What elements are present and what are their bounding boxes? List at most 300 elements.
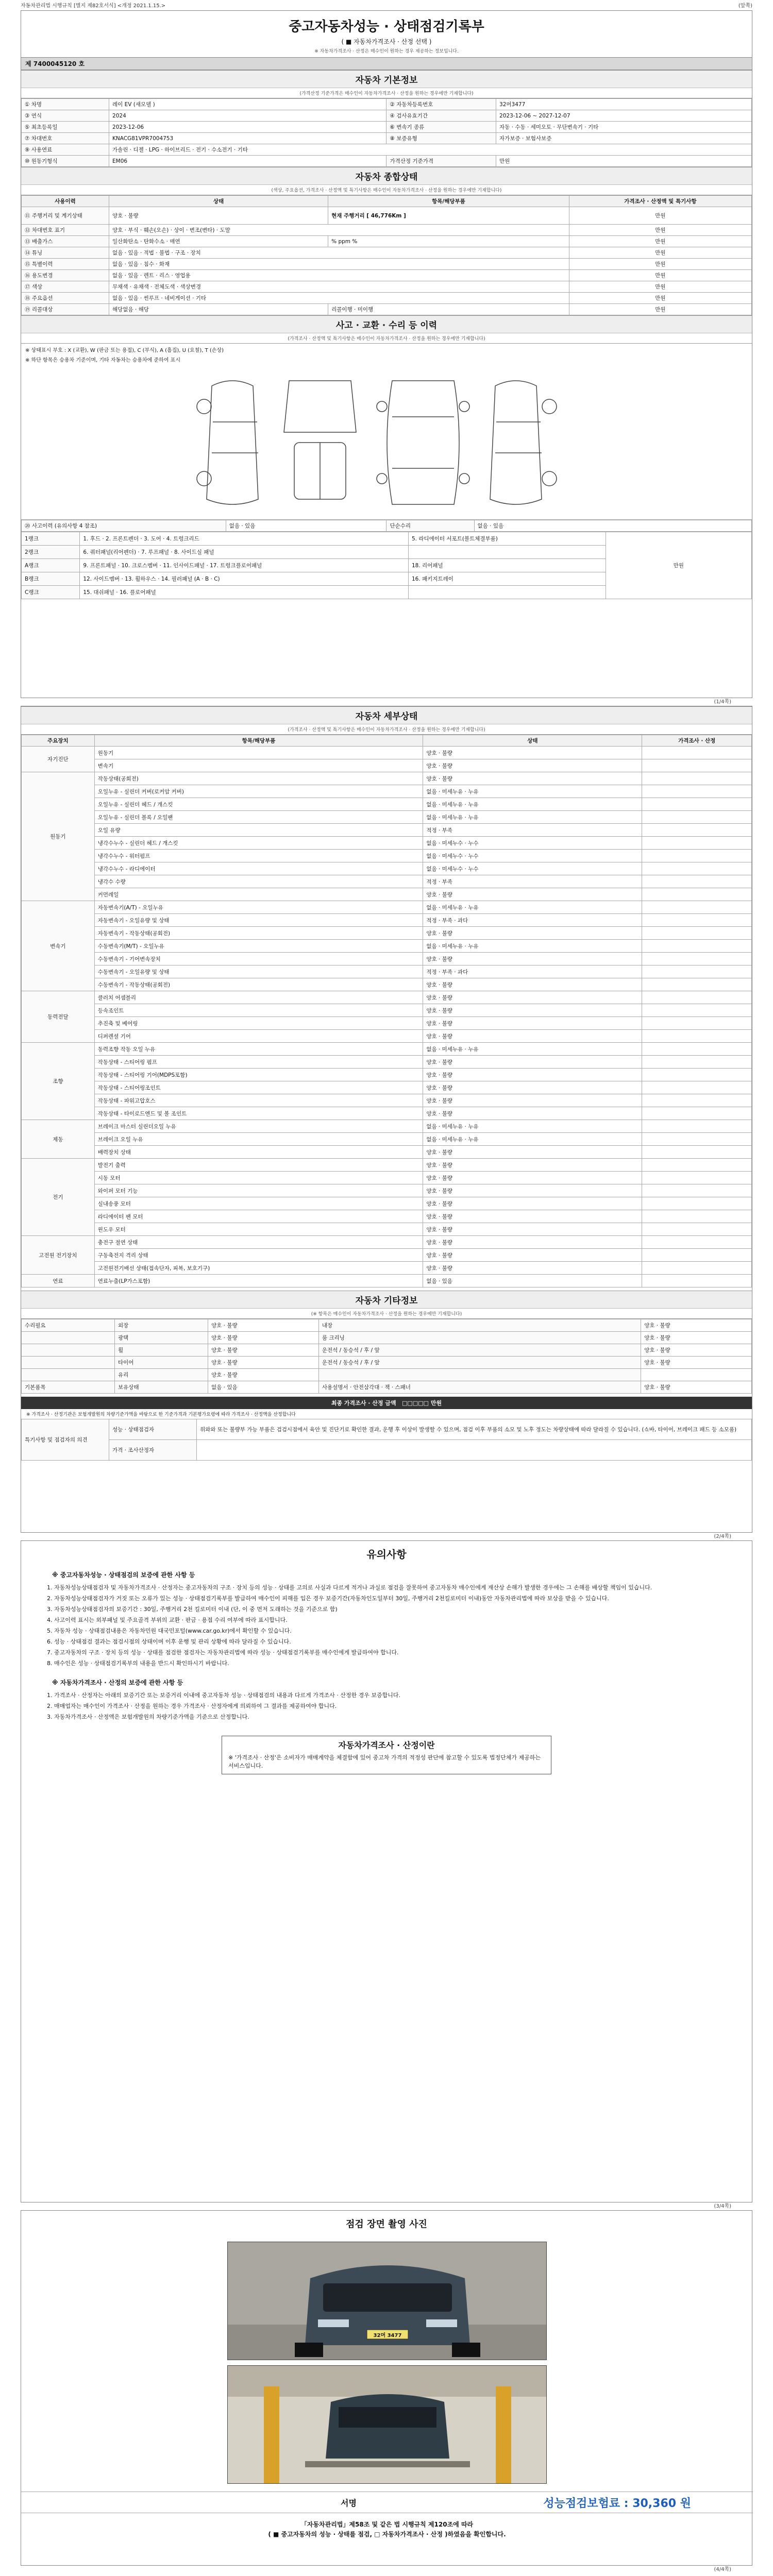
status-cell: 양호 · 불량 <box>423 759 642 772</box>
price-cell <box>642 914 752 927</box>
status-cell: 양호 · 불량 <box>423 1069 642 1081</box>
notice-section-2-heading: ※ 자동차가격조사 · 산정의 보증에 관한 사항 등 <box>52 1679 183 1686</box>
status-cell: 양호 · 불량 <box>423 953 642 965</box>
status-cell: 적정 · 부족 <box>423 824 642 837</box>
price-cell <box>642 1172 752 1184</box>
cell: 없음 · 있음 <box>226 520 386 532</box>
cell: 운전석 / 동승석 / 후 / 앞 <box>318 1344 641 1357</box>
cell: 만원 <box>569 281 751 293</box>
cell <box>197 1440 752 1461</box>
detail-row <box>22 837 752 850</box>
cell: 없음 · 있음 <box>474 520 751 532</box>
basic-info-heading: 자동차 기본정보 <box>21 70 752 88</box>
cell: ⑰ 색상 <box>22 281 109 293</box>
item-cell: 수동변속기 - 오일유량 및 상태 <box>94 965 423 978</box>
cell: 만원 <box>569 207 751 225</box>
detail-row <box>22 901 752 914</box>
price-cell <box>642 1159 752 1172</box>
cell: ⑱ 주요옵션 <box>22 293 109 304</box>
status-cell: 양호 · 불량 <box>423 1210 642 1223</box>
detail-row <box>22 862 752 875</box>
cell: 가격 · 조사산정자 <box>109 1440 197 1461</box>
detail-row <box>22 888 752 901</box>
overall-status-heading: 자동차 종합상태 <box>21 167 752 185</box>
final-price-value: □□□□□ 만원 <box>402 1400 442 1406</box>
page-subnote: ※ 자동차가격조사 · 산정은 매수인이 원하는 경우 제공하는 정보입니다. <box>314 49 459 54</box>
detail-row <box>22 965 752 978</box>
cell: 없음 · 있음 <box>208 1381 319 1394</box>
detail-row <box>22 747 752 759</box>
item-cell: 오일 유량 <box>94 824 423 837</box>
detail-row <box>22 1107 752 1120</box>
insurance-fee: 성능점검보험료 : 30,360 원 <box>543 2497 691 2510</box>
col-header: 상태 <box>423 735 642 747</box>
cell: 위와와 또는 불량부 가능 부품은 검검시점에서 육안 및 진단기로 확인한 결과, 운행 후 이상이 발생할 수 있으며, 점검 이후 부품의 소모 및 노후 정도는 차량상태에 따라 달라질 수 있습니다. (쇼바, 타이어, 브레이크 패드 등 소모품) <box>197 1419 752 1440</box>
cell: 12. 사이드멤버 · 13. 휠하우스 · 14. 필러패널 (A · B · C) <box>80 572 409 586</box>
detail-row <box>22 940 752 953</box>
photo-lift-wrap <box>21 2365 753 2484</box>
cell: 없음 · 있음 · 침수 · 화재 <box>109 259 569 270</box>
cell: 사용설명서 · 안전삼각대 · 잭 · 스패너 <box>318 1381 641 1394</box>
notice-item: 3. 자동차가격조사 · 산정액은 보험개발원의 차량기준가액을 기준으로 산정합니다. <box>47 1713 249 1720</box>
status-cell: 양호 · 불량 <box>423 1197 642 1210</box>
status-cell: 없음 · 미세누유 · 누유 <box>423 940 642 953</box>
item-cell: 수동변속기 - 작동상태(공회전) <box>94 978 423 991</box>
status-cell: 양호 · 불량 <box>423 772 642 785</box>
detail-row <box>22 1223 752 1236</box>
price-cell <box>642 1133 752 1146</box>
detail-row <box>22 1030 752 1043</box>
cell: 리콜이행 · 미이행 <box>328 304 569 315</box>
item-cell: 연료누출(LP가스포함) <box>94 1275 423 1287</box>
cell: 양호 · 불량 <box>208 1319 319 1332</box>
confirmation-line-1: 「자동차관리법」제58조 및 같은 법 시행규칙 제120조에 따라 <box>300 2521 474 2528</box>
accident-legend-2: ※ 하단 항목은 승용차 기준이며, 기타 자동차는 승용차에 준하여 표시 <box>25 358 180 363</box>
detail-row <box>22 1120 752 1133</box>
cell: ⑥ 변속기 종류 <box>386 122 496 133</box>
form-side-label: (앞쪽) <box>738 3 752 9</box>
item-cell: 자동변속기 - 오일유량 및 상태 <box>94 914 423 927</box>
status-cell: 양호 · 불량 <box>423 927 642 940</box>
price-cell <box>642 991 752 1004</box>
status-cell: 양호 · 불량 <box>423 1056 642 1069</box>
detail-row <box>22 914 752 927</box>
col-header: 주요장치 <box>22 735 95 747</box>
detail-row <box>22 927 752 940</box>
cell: 양호 · 불량 <box>208 1357 319 1369</box>
price-cell <box>642 1184 752 1197</box>
overall-status-note: (색상, 주요옵션, 가격조사 · 산정액 및 특기사항은 매수인이 자동차가격조사 · 산정을 원하는 경우에만 기재합니다) <box>21 185 752 195</box>
group-label: 원동기 <box>22 772 95 901</box>
cell: ③ 연식 <box>22 110 109 122</box>
cell: 만원 <box>569 236 751 247</box>
cell: 광택 <box>115 1332 208 1344</box>
cell: 양호 · 불량 <box>208 1369 319 1381</box>
cell: 기본품목 <box>22 1381 115 1394</box>
group-label: 연료 <box>22 1275 95 1287</box>
col-header: 가격조사 · 산정액 및 특기사항 <box>569 196 751 207</box>
basic-info-note: (가격산정 기준가격은 매수인이 자동차가격조사 · 산정을 원하는 경우에만 기재합니다) <box>21 88 752 98</box>
cell: 양호 · 불량 <box>208 1332 319 1344</box>
status-cell: 양호 · 불량 <box>423 978 642 991</box>
status-cell: 양호 · 불량 <box>423 991 642 1004</box>
cell: ⑫ 차대번호 표기 <box>22 225 109 236</box>
col-header: 가격조사 · 산정 <box>642 735 752 747</box>
price-cell <box>642 940 752 953</box>
page-number: (3/4쪽) <box>714 2204 731 2209</box>
item-cell: 발전기 출력 <box>94 1159 423 1172</box>
accident-table <box>21 520 752 532</box>
status-cell: 없음 · 미세누유 · 누유 <box>423 798 642 811</box>
cell: 32머3477 <box>496 99 752 110</box>
cell: ⑮ 특별이력 <box>22 259 109 270</box>
price-cell <box>642 1030 752 1043</box>
price-cell <box>642 824 752 837</box>
status-cell: 양호 · 불량 <box>423 747 642 759</box>
group-label: 전기 <box>22 1159 95 1236</box>
item-cell: 작동상태 - 파워고압호스 <box>94 1094 423 1107</box>
item-cell: 냉각수누수 - 실린더 헤드 / 개스킷 <box>94 837 423 850</box>
status-cell: 양호 · 불량 <box>423 1236 642 1249</box>
status-cell: 적정 · 부족 <box>423 875 642 888</box>
detail-row <box>22 759 752 772</box>
item-cell: 시동 모터 <box>94 1172 423 1184</box>
price-cell <box>642 1275 752 1287</box>
car-top-rear <box>377 381 469 504</box>
detail-row <box>22 1184 752 1197</box>
cell: 없음 · 있음 · 적법 · 불법 · 구조 · 장치 <box>109 247 569 259</box>
confirmation-text <box>21 2520 753 2539</box>
cell: 1랭크 <box>22 532 80 546</box>
price-cell <box>642 1120 752 1133</box>
detail-row <box>22 1056 752 1069</box>
car-top-front <box>284 381 356 499</box>
cell: 2024 <box>109 110 386 122</box>
price-cell <box>642 811 752 824</box>
cell: 내장 <box>318 1319 641 1332</box>
item-cell: 커먼레일 <box>94 888 423 901</box>
page-subtitle: ( ■ 자동차가격조사 · 산정 선택 ) <box>341 38 432 45</box>
price-cell <box>642 901 752 914</box>
final-price-label: 최종 가격조사 · 산정 금액 <box>331 1400 396 1406</box>
item-cell: 라디에이터 팬 모터 <box>94 1210 423 1223</box>
detail-row <box>22 953 752 965</box>
cell: 15. 대쉬패널 · 16. 플로어패널 <box>80 586 409 599</box>
status-cell: 양호 · 불량 <box>423 1146 642 1159</box>
cell: 가솔린 · 디젤 · LPG · 하이브리드 · 전기 · 수소전기 · 기타 <box>109 144 752 156</box>
cell: ⑤ 최초등록일 <box>22 122 109 133</box>
item-cell: 변속기 <box>94 759 423 772</box>
item-cell: 수동변속기 - 기어변속장치 <box>94 953 423 965</box>
cell: 16. 패키지트레이 <box>409 572 606 586</box>
item-cell: 오일누유 - 실린더 헤드 / 개스킷 <box>94 798 423 811</box>
price-cell <box>642 798 752 811</box>
status-cell: 없음 · 미세누수 · 누수 <box>423 862 642 875</box>
price-cell <box>642 1081 752 1094</box>
cell: ② 자동차등록번호 <box>386 99 496 110</box>
item-cell: 작동상태 - 스티어링조인트 <box>94 1081 423 1094</box>
license-plate: 32머 3477 <box>373 2333 402 2338</box>
basic-info-table <box>21 98 752 167</box>
signature-row <box>21 2492 753 2513</box>
status-cell: 양호 · 불량 <box>423 1094 642 1107</box>
cell: 1. 후드 · 2. 프론트펜더 · 3. 도어 · 4. 트렁크리드 <box>80 532 409 546</box>
notice-item: 2. 자동차성능상태점검자가 거짓 또는 오류가 있는 성능 · 상태점검기록부를 발급하여 매수인이 피해를 입은 경우 보증기간(자동차인도일부터 30일, 주행거리 2천킬로미터 이내)동안 자동차관리법에 따라 보상을 받을 수 있습니다. <box>47 1595 609 1602</box>
cell: 양호 · 부식 · 훼손(오손) · 상이 · 변조(변타) · 도말 <box>109 225 569 236</box>
detail-row <box>22 824 752 837</box>
cell: 보유상태 <box>115 1381 208 1394</box>
cell: 2랭크 <box>22 546 80 559</box>
notice-section-1 <box>47 1583 726 1668</box>
etc-note: (※ 항목은 매수인이 자동차가격조사 · 산정을 원하는 경우에만 기재합니다) <box>21 1309 752 1319</box>
status-cell: 없음 · 미세누수 · 누수 <box>423 850 642 862</box>
status-cell: 없음 · 미세누유 · 누유 <box>423 1133 642 1146</box>
price-cell <box>642 850 752 862</box>
item-cell: 동력조향 작동 오일 누유 <box>94 1043 423 1056</box>
status-cell: 양호 · 불량 <box>423 1262 642 1275</box>
cell: 유리 <box>115 1369 208 1381</box>
rank-table <box>21 532 752 599</box>
cell: ④ 검사유효기간 <box>386 110 496 122</box>
detail-row <box>22 1146 752 1159</box>
col-header: 항목/해당부품 <box>328 196 569 207</box>
cell: 타이어 <box>115 1357 208 1369</box>
detail-row <box>22 1159 752 1172</box>
page-title: 중고자동차성능 · 상태점검기록부 <box>289 19 484 35</box>
cell: 만원 <box>569 225 751 236</box>
price-cell <box>642 747 752 759</box>
detail-row <box>22 1094 752 1107</box>
group-label: 제동 <box>22 1120 95 1159</box>
item-cell: 와이퍼 모터 기능 <box>94 1184 423 1197</box>
accident-legend: ※ 상태표시 부호 : X (교환), W (판금 또는 용접), C (부식), A (흠집), U (요철), T (손상) <box>25 348 224 353</box>
price-cell <box>642 1056 752 1069</box>
notice-body <box>21 1561 752 1728</box>
page-number: (2/4쪽) <box>714 1534 731 1539</box>
price-cell <box>642 965 752 978</box>
etc-row <box>22 1381 752 1394</box>
detail-status-table <box>21 735 752 1287</box>
inspection-photo-front <box>227 2242 547 2360</box>
price-cell <box>642 1146 752 1159</box>
car-side-left <box>197 381 258 504</box>
item-cell: 작동상태(공회전) <box>94 772 423 785</box>
cell: 양호 · 불량 <box>641 1332 752 1344</box>
status-cell: 양호 · 불량 <box>423 1107 642 1120</box>
cell <box>318 1369 641 1381</box>
notice-item: 7. 중고자동차의 구조 · 장치 등의 성능 · 상태를 점검한 점검자는 자동차관리법에 따라 성능 · 상태점검기록부를 매수인에게 발급하여야 합니다. <box>47 1649 399 1656</box>
cell: 룸 크리닝 <box>318 1332 641 1344</box>
cell <box>409 546 606 559</box>
cell: B랭크 <box>22 572 80 586</box>
notice-item: 2. 매매업자는 매수인이 가격조사 · 산정을 원하는 경우 가격조사 · 산정자에게 의뢰하여 그 결과를 제공하여야 합니다. <box>47 1702 337 1709</box>
price-cell <box>642 1236 752 1249</box>
notice-section-1-heading: ※ 중고자동차성능 · 상태점검의 보증에 관한 사항 등 <box>52 1571 195 1579</box>
status-cell: 없음 · 미세누유 · 누유 <box>423 1043 642 1056</box>
etc-heading: 자동차 기타정보 <box>21 1291 752 1309</box>
cell: % ppm % <box>328 236 569 247</box>
price-cell <box>642 1107 752 1120</box>
price-cell <box>642 1043 752 1056</box>
status-cell: 양호 · 불량 <box>423 888 642 901</box>
status-cell: 양호 · 불량 <box>423 1030 642 1043</box>
price-cell <box>642 953 752 965</box>
item-cell: 고전원전기배선 상태(접속단자, 피복, 보호기구) <box>94 1262 423 1275</box>
cell: 9. 프론트패널 · 10. 크로스멤버 · 11. 인사이드패널 · 17. 트렁크플로어패널 <box>80 559 409 572</box>
detail-row <box>22 811 752 824</box>
item-cell: 냉각수누수 - 라디에이터 <box>94 862 423 875</box>
status-cell: 양호 · 불량 <box>423 1184 642 1197</box>
cell: 2023-12-06 ~ 2027-12-07 <box>496 110 752 122</box>
detail-row <box>22 850 752 862</box>
etc-info-table <box>21 1319 752 1394</box>
cell: ⑧ 보증유형 <box>386 133 496 144</box>
group-label: 자기진단 <box>22 747 95 772</box>
item-cell: 오일누유 - 실린더 블록 / 오일팬 <box>94 811 423 824</box>
cell: ⑳ 사고이력 (유의사항 4 참조) <box>22 520 226 532</box>
status-cell: 양호 · 불량 <box>423 1081 642 1094</box>
detail-row <box>22 772 752 785</box>
group-label: 동력전달 <box>22 991 95 1043</box>
item-cell: 냉각수 수량 <box>94 875 423 888</box>
cell: 해당없음 · 해당 <box>109 304 328 315</box>
cell: 5. 라디에이터 서포트(볼트체결부품) <box>409 532 606 546</box>
price-cell <box>642 1223 752 1236</box>
status-cell: 양호 · 불량 <box>423 1223 642 1236</box>
status-cell: 없음 · 미세누유 · 누유 <box>423 785 642 798</box>
car-lift-illustration <box>228 2366 547 2484</box>
item-cell: 오일누유 - 실린더 커버(로커암 커버) <box>94 785 423 798</box>
status-cell: 양호 · 불량 <box>423 1249 642 1262</box>
page-3 <box>21 1540 752 2209</box>
cell <box>22 1369 115 1381</box>
price-cell <box>642 1210 752 1223</box>
cell: 18. 리어패널 <box>409 559 606 572</box>
overall-status-table <box>21 195 752 315</box>
cell: 레이 EV (새모델 ) <box>109 99 386 110</box>
etc-row <box>22 1357 752 1369</box>
cell: EM06 <box>109 156 386 167</box>
notice-item: 1. 가격조사 · 산정자는 아래의 보증기간 또는 보증거리 이내에 중고자동차 성능 · 상태점검의 내용과 다르게 가격조사 · 산정한 경우 보증합니다. <box>47 1691 400 1699</box>
detail-row <box>22 1069 752 1081</box>
item-cell: 작동상태 - 스티어링 기어(MDPS포함) <box>94 1069 423 1081</box>
cell: ① 차명 <box>22 99 109 110</box>
etc-row <box>22 1344 752 1357</box>
item-cell: 원동기 <box>94 747 423 759</box>
item-cell: 클러치 어셈블리 <box>94 991 423 1004</box>
status-cell: 적정 · 부족 · 과다 <box>423 914 642 927</box>
cell: 양호 · 불량 <box>641 1344 752 1357</box>
photo-title: 점검 장면 촬영 사진 <box>346 2219 427 2230</box>
cell: 단순수리 <box>386 520 474 532</box>
cell: 양호 · 불량 <box>641 1357 752 1369</box>
status-cell: 없음 · 미세누수 · 누수 <box>423 837 642 850</box>
detail-row <box>22 991 752 1004</box>
item-cell: 냉각수누수 - 워터펌프 <box>94 850 423 862</box>
cell: 2023-12-06 <box>109 122 386 133</box>
page-number: (4/4쪽) <box>714 2567 731 2572</box>
item-cell: 배력장치 상태 <box>94 1146 423 1159</box>
detail-heading: 자동차 세부상태 <box>21 706 752 724</box>
price-cell <box>642 1197 752 1210</box>
item-cell: 작동상태 - 타이로드엔드 및 볼 조인트 <box>94 1107 423 1120</box>
cell: ⑭ 튜닝 <box>22 247 109 259</box>
cell: 양호 · 불량 <box>641 1319 752 1332</box>
cell: 만원 <box>569 293 751 304</box>
accident-heading: 사고 · 교환 · 수리 등 이력 <box>21 315 752 333</box>
notice-item: 8. 매수인은 성능 · 상태점검기록부의 내용을 반드시 확인하시기 바랍니다. <box>47 1659 229 1667</box>
group-label: 조향 <box>22 1043 95 1120</box>
final-price-note: ※ 가격조사 · 산정기관은 보험개발원의 차량기준가액을 바탕으로 한 기준가격과 기본평가요령에 따라 가격조사 · 산정액을 산정합니다 <box>26 1412 296 1417</box>
cell: 만원 <box>569 247 751 259</box>
detail-row <box>22 1236 752 1249</box>
detail-row <box>22 1262 752 1275</box>
group-label: 고전원 전기장치 <box>22 1236 95 1275</box>
cell: 특기사항 및 점검자의 의견 <box>22 1419 109 1461</box>
cell <box>409 586 606 599</box>
detail-row <box>22 1043 752 1056</box>
inspection-photo-lift <box>227 2365 547 2484</box>
item-cell: 디퍼렌셜 기어 <box>94 1030 423 1043</box>
cell: KNACG81VPR7004753 <box>109 133 386 144</box>
detail-row <box>22 978 752 991</box>
cell: 만원 <box>569 259 751 270</box>
cell: 양호 · 불량 <box>208 1344 319 1357</box>
cell: 일산화탄소 · 탄화수소 · 매연 <box>109 236 328 247</box>
cell: 없음 · 있음 · 렌트 · 리스 · 영업용 <box>109 270 569 281</box>
price-info-title: 자동차가격조사 · 산정이란 <box>338 1740 435 1750</box>
form-header <box>0 0 773 8</box>
cell: ⑬ 배출가스 <box>22 236 109 247</box>
status-cell: 양호 · 불량 <box>423 1017 642 1030</box>
final-price-bar <box>21 1397 752 1409</box>
car-side-right <box>490 381 557 504</box>
notice-item: 1. 자동차성능상태점검자 및 자동차가격조사 · 산정자는 중고자동차의 구조 · 장치 등의 성능 · 상태를 고의로 사실과 다르게 적거나 과실로 점검을 잘못하여 중고자동차 매수인에게 재산상 손해가 발생한 경우에는 그 손해를 배상할 책임이 있습니다. <box>47 1584 652 1591</box>
item-cell: 자동변속기(A/T) - 오일누유 <box>94 901 423 914</box>
item-cell: 추진축 및 베어링 <box>94 1017 423 1030</box>
item-cell: 브레이크 오일 누유 <box>94 1133 423 1146</box>
cell: A랭크 <box>22 559 80 572</box>
price-cell <box>642 862 752 875</box>
page-1 <box>21 10 752 705</box>
price-cell <box>642 1069 752 1081</box>
cell: C랭크 <box>22 586 80 599</box>
notice-item: 6. 성능 · 상태점검 결과는 점검시점의 상태이며 이후 운행 및 관리 상황에 따라 달라질 수 있습니다. <box>47 1638 291 1645</box>
car-outline-svg <box>21 365 753 520</box>
cell: 6. 쿼터패널(리어펜더) · 7. 루프패널 · 8. 사이드실 패널 <box>80 546 409 559</box>
status-cell: 없음 · 있음 <box>423 1275 642 1287</box>
car-body-diagram <box>21 365 752 520</box>
detail-row <box>22 875 752 888</box>
cell: 외장 <box>115 1319 208 1332</box>
cell: ⑯ 용도변경 <box>22 270 109 281</box>
item-cell: 브레이크 마스터 실린더오일 누유 <box>94 1120 423 1133</box>
detail-row <box>22 1172 752 1184</box>
cell <box>22 1344 115 1357</box>
item-cell: 자동변속기 - 작동상태(공회전) <box>94 927 423 940</box>
status-cell: 양호 · 불량 <box>423 1172 642 1184</box>
cell: ⑪ 주행거리 및 계기상태 <box>22 207 109 225</box>
cell: 만원 <box>569 270 751 281</box>
item-cell: 수동변속기(M/T) - 오일누유 <box>94 940 423 953</box>
cell: 자동 · 수동 · 세미오토 · 무단변속기 · 기타 <box>496 122 752 133</box>
signature-label: 서명 <box>341 2498 357 2508</box>
confirmation-line-2: ( ■ 중고자동차의 성능 · 상태를 점검, □ 자동차가격조사 · 산정 )하였음을 확인합니다. <box>268 2531 506 2538</box>
notice-item: 4. 사고이력 표시는 외부패널 및 주요골격 부위의 교환 · 판금 · 용접 수리 여부에 따라 표시합니다. <box>47 1616 288 1623</box>
status-cell: 없음 · 미세누유 · 누유 <box>423 1120 642 1133</box>
item-cell: 구동축전지 격리 상태 <box>94 1249 423 1262</box>
item-cell: 등속조인트 <box>94 1004 423 1017</box>
